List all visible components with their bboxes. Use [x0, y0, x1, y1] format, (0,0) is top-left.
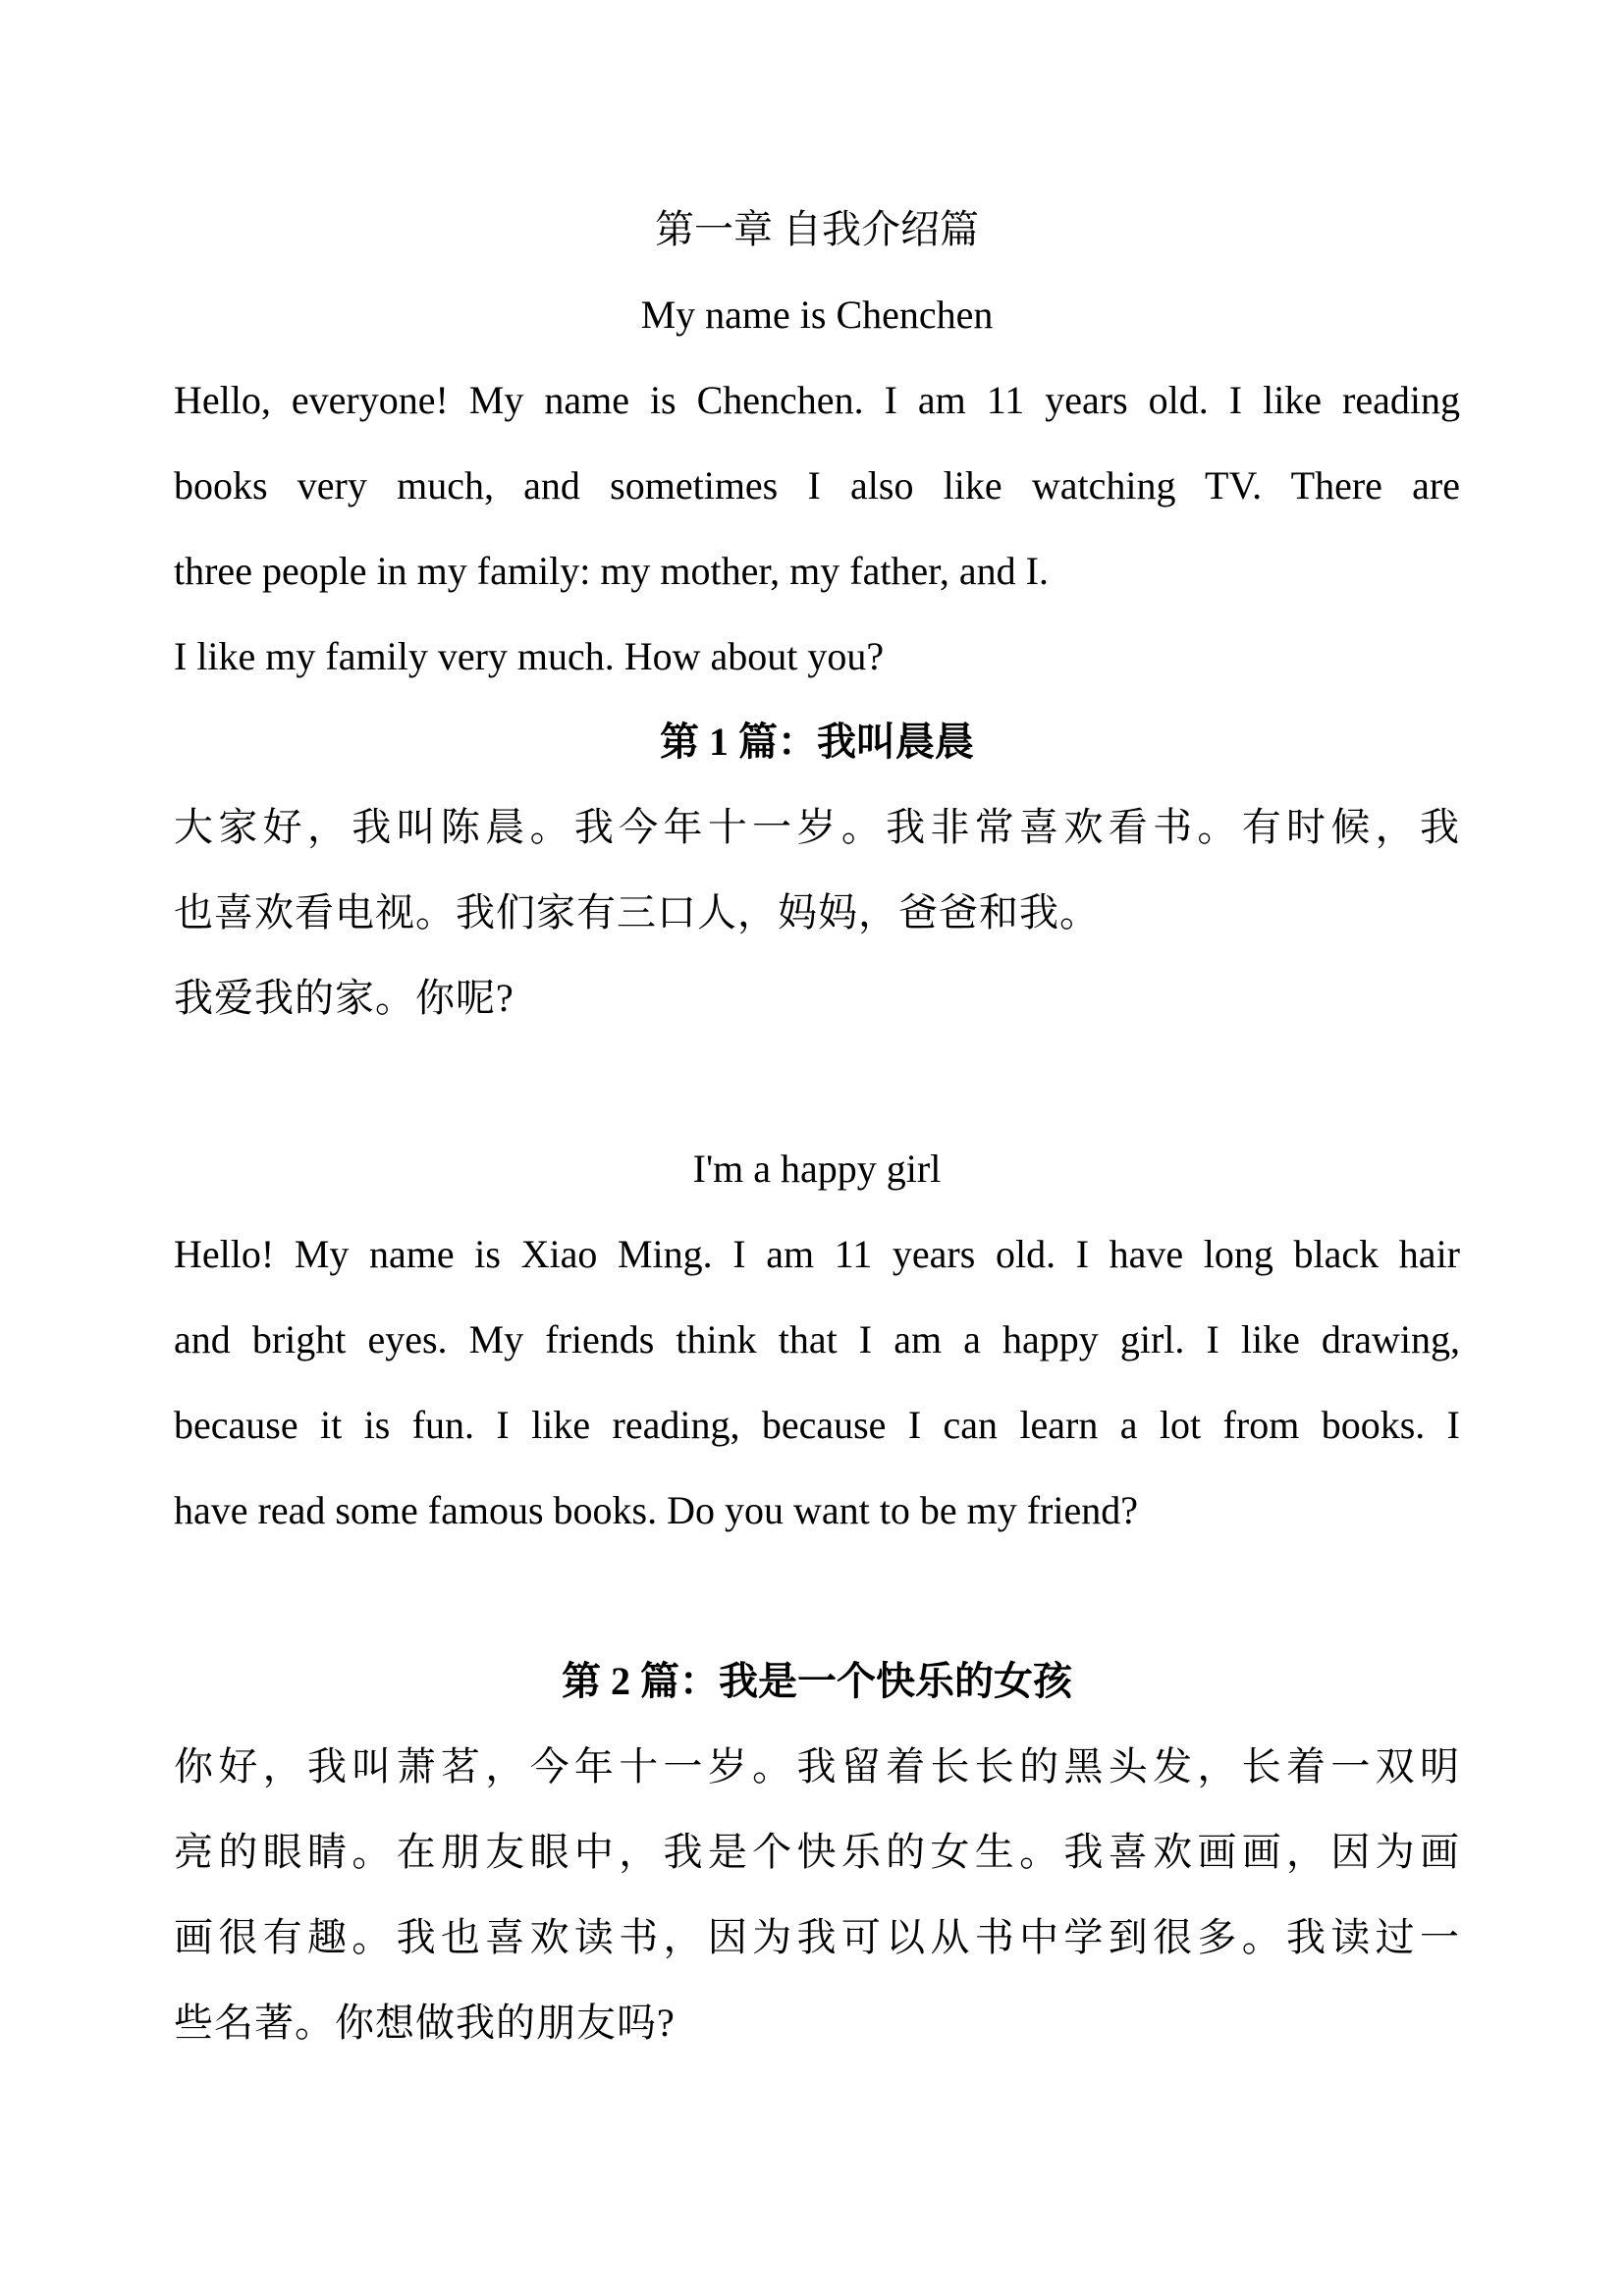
- article1-english-line: Hello, everyone! My name is Chenchen. I am 11 years old. I like reading: [174, 378, 1460, 422]
- article2-english-line: Hello! My name is Xiao Ming. I am 11 years old. I have long black hair: [174, 1232, 1460, 1276]
- article1-chinese-line: 大家好，我叫陈晨。我今年十一岁。我非常喜欢看书。有时候，我: [174, 805, 1460, 849]
- section-spacer: [174, 1553, 1460, 1638]
- article2-chinese-line: 画很有趣。我也喜欢读书，因为我可以从书中学到很多。我读过一: [174, 1915, 1460, 1959]
- article1-english-line: three people in my family: my mother, my father, and I.: [174, 549, 1049, 593]
- article2-chinese-line: 些名著。你想做我的朋友吗?: [174, 2001, 676, 2045]
- article2-chinese-line: 亮的眼睛。在朋友眼中，我是个快乐的女生。我喜欢画画，因为画: [174, 1830, 1460, 1874]
- section-spacer: [174, 1041, 1460, 1126]
- article2-english-title: I'm a happy girl: [692, 1147, 942, 1191]
- article1-english-line: books very much, and sometimes I also like watching TV. There are: [174, 463, 1460, 507]
- article2-english-line: because it is fun. I like reading, because I can learn a lot from books. I: [174, 1403, 1460, 1447]
- article2-english-line: have read some famous books. Do you want to be my friend?: [174, 1488, 1138, 1532]
- article1-english-line: I like my family very much. How about you?: [174, 634, 885, 678]
- article1-chinese-line: 也喜欢看电视。我们家有三口人，妈妈，爸爸和我。: [174, 890, 1100, 934]
- article1-english-title: My name is Chenchen: [640, 293, 994, 337]
- article2-chinese-line: 你好，我叫萧茗，今年十一岁。我留着长长的黑头发，长着一双明: [174, 1744, 1460, 1789]
- document-page: [174, 187, 1460, 2065]
- article1-chinese-title: 第 1 篇：我叫晨晨: [660, 720, 974, 764]
- chapter-title: 第一章 自我介绍篇: [655, 207, 979, 251]
- article1-chinese-line: 我爱我的家。你呢?: [174, 976, 514, 1020]
- article2-english-line: and bright eyes. My friends think that I am a happy girl. I like drawing,: [174, 1317, 1460, 1362]
- article2-chinese-title: 第 2 篇：我是一个快乐的女孩: [562, 1659, 1072, 1703]
